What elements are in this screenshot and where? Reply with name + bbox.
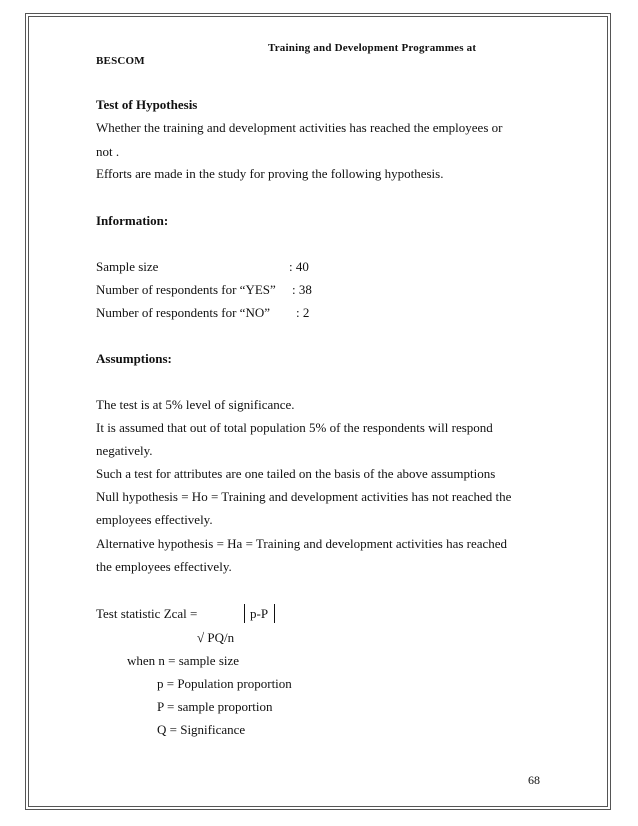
- body-line: not .: [96, 144, 120, 159]
- formula-def: p = Population proportion: [157, 676, 292, 691]
- assumption-line: negatively.: [96, 443, 153, 458]
- formula-numerator: p-P: [250, 606, 269, 621]
- body-line: Efforts are made in the study for proving the following hypothesis.: [96, 166, 444, 181]
- assumption-line: The test is at 5% level of significance.: [96, 397, 295, 412]
- info-label: Number of respondents for “NO”: [96, 305, 271, 320]
- formula-denominator: √ PQ/n: [197, 630, 235, 645]
- assumption-line: employees effectively.: [96, 512, 213, 527]
- assumption-line: Alternative hypothesis = Ha = Training and development activities has reached: [96, 536, 508, 551]
- info-value: : 40: [289, 259, 309, 274]
- abs-bar-right: [274, 604, 275, 623]
- running-header-title: Training and Development Programmes at: [268, 42, 477, 54]
- assumptions-heading: Assumptions:: [96, 351, 172, 366]
- information-heading: Information:: [96, 213, 169, 228]
- section-heading: Test of Hypothesis: [96, 97, 198, 112]
- assumption-line: the employees effectively.: [96, 559, 232, 574]
- info-label: Number of respondents for “YES”: [96, 282, 276, 297]
- info-label: Sample size: [96, 259, 159, 274]
- page-number: 68: [528, 773, 540, 787]
- running-header-org: BESCOM: [96, 55, 145, 67]
- formula-label: Test statistic Zcal =: [96, 606, 198, 621]
- assumption-line: Null hypothesis = Ho = Training and development activities has not reached the: [96, 489, 512, 504]
- formula-where: when n = sample size: [127, 653, 240, 668]
- abs-bar-left: [244, 604, 245, 623]
- assumption-line: Such a test for attributes are one tailed on the basis of the above assumptions: [96, 466, 496, 481]
- assumption-line: It is assumed that out of total population 5% of the respondents will respond: [96, 420, 493, 435]
- info-value: : 38: [292, 282, 312, 297]
- info-value: : 2: [296, 305, 310, 320]
- formula-def: P = sample proportion: [157, 699, 273, 714]
- body-line: Whether the training and development activities has reached the employees or: [96, 120, 503, 135]
- formula-def: Q = Significance: [157, 722, 246, 737]
